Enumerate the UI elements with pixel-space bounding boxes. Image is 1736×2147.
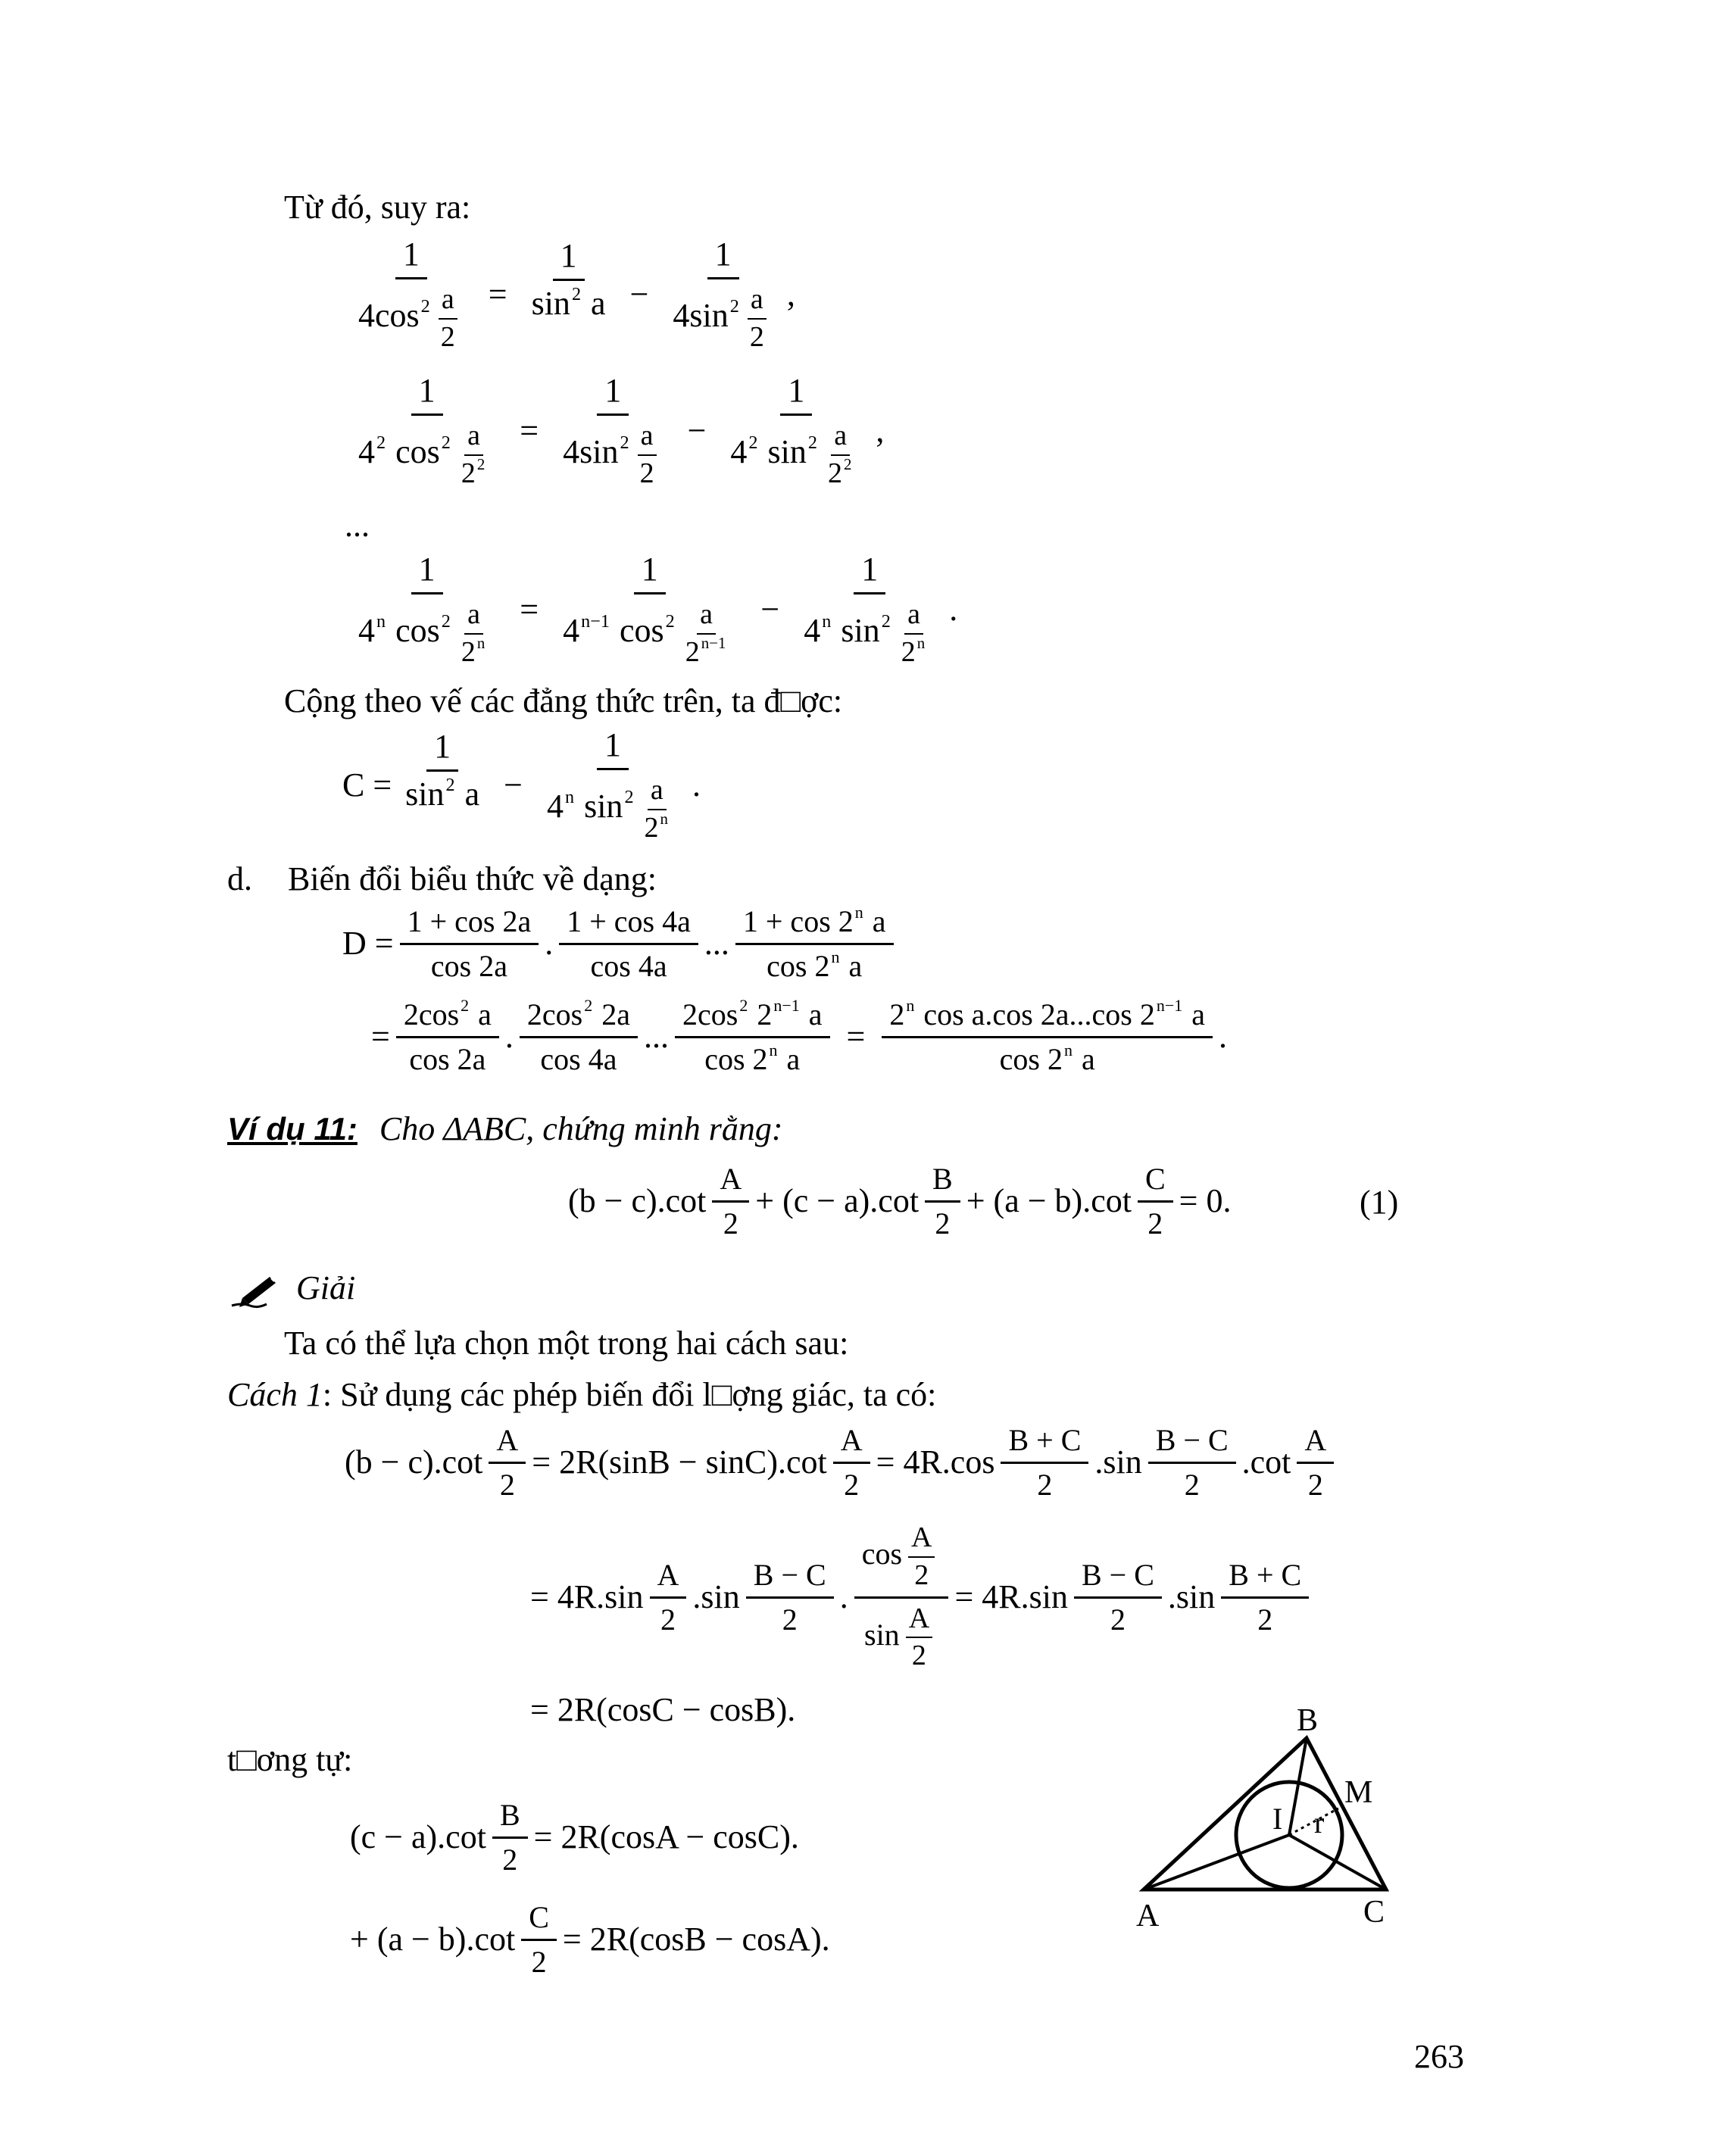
label-a: A <box>1136 1899 1160 1933</box>
example-text: Cho ΔABC, chứng minh rằng: <box>379 1110 783 1147</box>
equation-3: 1 4$^n$ $\cos^2$ $\frac{a}{2^n}$ = 1 $4^{n-1}$ $\cos^2$ $\frac{a}{2^{n-1}}$ − 1 4$^n$ $\sin^2$ $\frac{a}{2^n}$ . <box>358 551 958 669</box>
solution-heading <box>227 1269 355 1310</box>
punctuation: , <box>786 276 795 314</box>
part-d-label: d. <box>227 860 252 897</box>
example-equation: (b − c).cot $\frac{A}{2}$ + (c − a).cot $\frac{B}{2}$ + (a − b).cot $\frac{C}{2}$ = 0. <box>568 1162 1232 1240</box>
example-label: Ví dụ 11: <box>227 1111 358 1147</box>
equation-2: 1 $4^2$ $\cos^2$ $\frac{a}{2^2}$ = 1 $4\sin^2$ $\frac{a}{2}$ − 1 $4^2$ $\sin^2$ $\frac{a}{2^2}$ , <box>358 372 885 490</box>
punctuation: , <box>876 412 885 450</box>
label-c: C <box>1363 1895 1385 1930</box>
sum-line-text: Cộng theo vế các đẳng thức trên, ta đ□ợc: <box>284 682 843 719</box>
fraction: $\frac{1}{\sin^2 a}$ <box>531 236 606 322</box>
similar-equation-2: + (a − b).cot $\frac{C}{2}$ = 2R(cosB − cosA). <box>350 1900 830 1979</box>
label-i: I <box>1272 1802 1283 1836</box>
cach1-line-2: = 4R.sin $\frac{A}{2}$ .sin $\frac{B - C}{2}$ . cos $\frac{A}{2}$ sin $\frac{A}{2}$ = 4R.sin $\frac{B - C}{2}$ .sin $\frac{B + C}{2}$ <box>530 1522 1315 1672</box>
label-b: B <box>1297 1703 1319 1738</box>
label-m: M <box>1344 1775 1373 1810</box>
equation-d-2: = $\frac{2\cos^2 a}{\cos 2a}$ . $\frac{2\cos^2 2a}{\cos 4a}$ ... $\frac{2\cos^2 2^{n-1} a}{\cos 2^n a}$ = $\frac{2^n \cos a.\cos 2a...\cos 2^{n-1} a}{\cos 2^n a}$ . <box>371 996 1228 1076</box>
solution-label: Giải <box>296 1269 356 1306</box>
method-label: Cách 1 <box>227 1376 323 1413</box>
example-heading <box>227 1109 783 1150</box>
fraction: 1 $4\sin^2$ $\frac{a}{2}$ <box>665 236 780 354</box>
page-number: 263 <box>1414 2038 1464 2075</box>
similar-equation-1: (c − a).cot $\frac{B}{2}$ = 2R(cosA − cosC). <box>350 1798 799 1877</box>
choice-text: Ta có thể lựa chọn một trong hai cách sau: <box>284 1325 849 1362</box>
cach1-line-1: (b − c).cot $\frac{A}{2}$ = 2R(sinB − sinC).cot $\frac{A}{2}$ = 4R.cos $\frac{B + C}{2}$ .sin $\frac{B - C}{2}$ .cot $\frac{A}{2}$ <box>345 1424 1340 1502</box>
d-label: D = <box>342 925 394 963</box>
equation-d-1: D = $\frac{1 + \cos 2a}{\cos 2a}$ . $\frac{1 + \cos 4a}{\cos 4a}$ ... $\frac{1 + \cos 2^n a}{\cos 2^n a}$ <box>342 905 900 983</box>
fraction: 1 $4\cos^2$ $\frac{a}{2}$ <box>351 236 472 354</box>
equation-1: 1 $4\cos^2$ $\frac{a}{2}$ = $\frac{1}{\sin^2 a}$ − 1 $4\sin^2$ $\frac{a}{2}$ , <box>345 236 795 354</box>
label-r: r <box>1314 1805 1325 1840</box>
ellipsis: ... <box>345 507 370 544</box>
equation-c: C = $\frac{1}{\sin^2 a}$ − 1 4$^n$ $\sin^2$ $\frac{a}{2^n}$ . <box>342 726 701 844</box>
intro-text: Từ đó, suy ra: <box>284 189 471 226</box>
equation-number: (1) <box>1360 1184 1399 1221</box>
similarly-text: t□ơng tự: <box>227 1741 353 1778</box>
method-text: : Sử dụng các phép biến đổi l□ợng giác, ta có: <box>322 1376 937 1413</box>
c-label: C = <box>342 766 392 804</box>
punctuation: . <box>949 591 958 629</box>
pen-writing-icon <box>227 1272 280 1310</box>
cach1-line-3: = 2R(cosC − cosB). <box>530 1691 796 1728</box>
method-line <box>227 1375 936 1415</box>
part-d-text: Biến đổi biểu thức về dạng: <box>288 860 657 897</box>
incircle-triangle-figure <box>1121 1696 1424 1946</box>
triangle-abc <box>1144 1738 1386 1890</box>
